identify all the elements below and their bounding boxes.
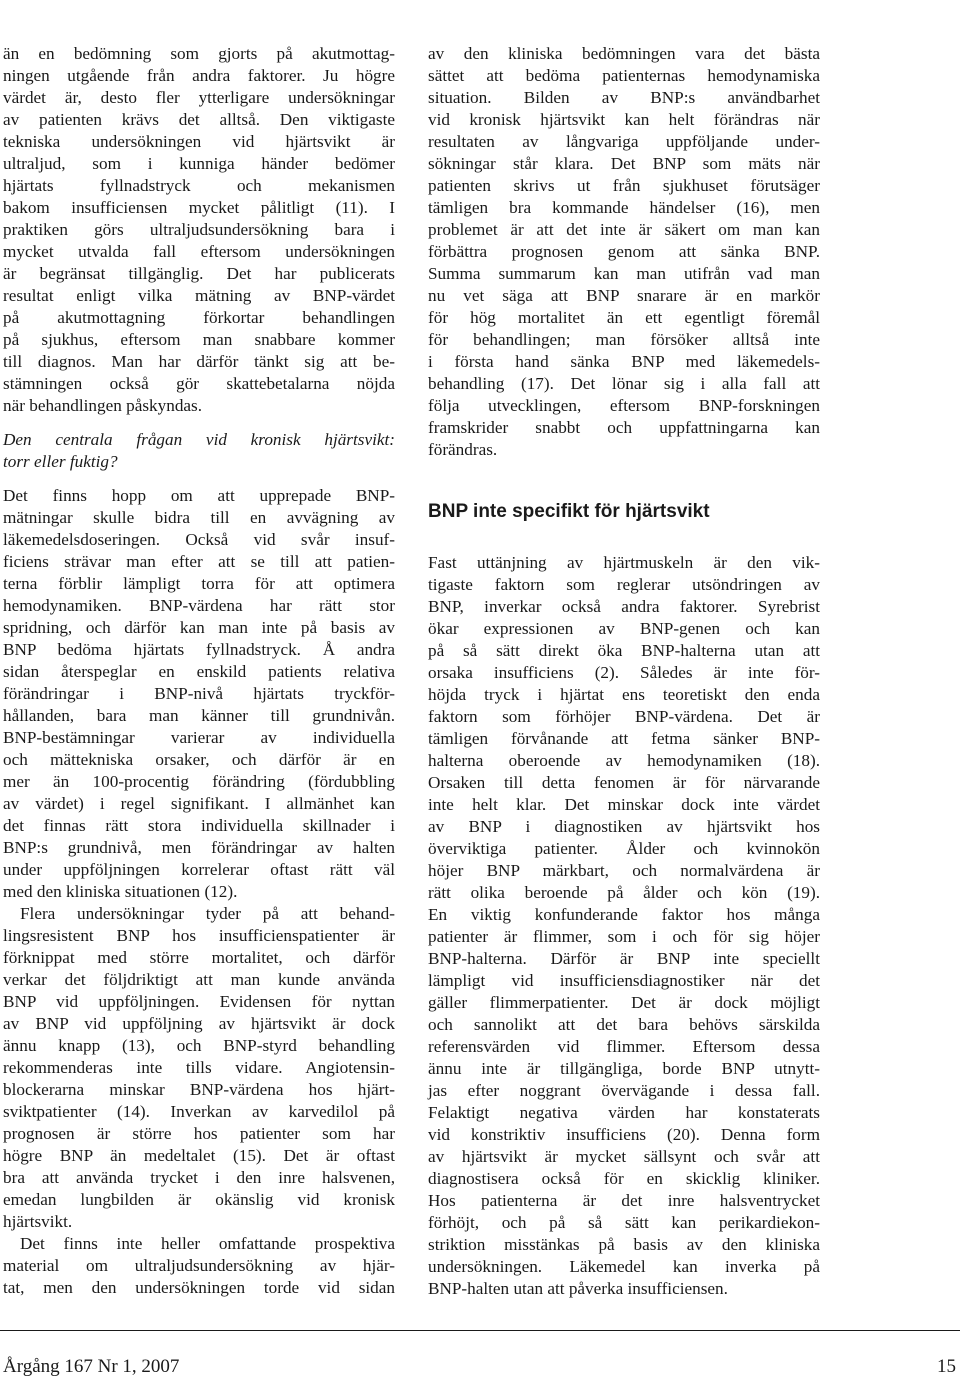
left-text-column <box>3 43 395 1299</box>
text-line: överviktiga patienter. Ålder och kvinnokön <box>428 839 820 858</box>
text-line: vid konstriktiv insufficiens (20). Denna form <box>428 1125 820 1144</box>
text-line: tämligen bra kommande händelser (16), men <box>428 198 820 217</box>
text-line: situation. Bilden av BNP:s användbarhet <box>428 88 820 107</box>
text-line: Hos patienterna är det inre halsventrycket <box>428 1191 820 1210</box>
text-line: praktiken görs ultraljudsundersökning bara i <box>3 220 395 239</box>
text-line: tigaste faktorn som reglerar utsöndringen av <box>428 575 820 594</box>
text-line: följa utvecklingen, eftersom BNP-forskningen <box>428 396 820 415</box>
footer-page-number: 15 <box>937 1356 956 1377</box>
text-line: bakom insufficiensen mycket pålitligt (11). I <box>3 198 395 217</box>
text-line: mätningar skulle bidra till en avvägning av <box>3 508 395 527</box>
right-text-column <box>428 43 820 1300</box>
text-line: tämligen förvånande att fetma sänker BNP- <box>428 729 820 748</box>
text-line: lingsresistent BNP hos insufficienspatienter är <box>3 926 395 945</box>
footer-issue-label: Årgång 167 Nr 1, 2007 <box>3 1356 180 1377</box>
text-line: BNP, inverkar också andra faktorer. Syrebrist <box>428 597 820 616</box>
text-line: höjda tryck i hjärtat ens teoretiskt den enda <box>428 685 820 704</box>
text-line: värdet är, desto fler ytterligare undersökningar <box>3 88 395 107</box>
text-line: nu vet säga att BNP snarare är en markör <box>428 286 820 305</box>
text-line: hjärtats fyllnadstryck och mekanismen <box>3 176 395 195</box>
text-line: rätt olika beroende på ålder och kön (19). <box>428 883 820 902</box>
text-line: ficiens strävar man efter att se till att patien- <box>3 552 395 571</box>
text-line: material om ultraljudsundersökning av hjär- <box>3 1256 395 1275</box>
text-line: av den kliniska bedömningen vara det bästa <box>428 44 820 63</box>
text-line: stämningen också gör skattebetalarna nöjda <box>3 374 395 393</box>
text-line: resultaten av långvariga uppföljande under- <box>428 132 820 151</box>
text-line: högre BNP än medeltalet (15). Det är oftast <box>3 1146 395 1165</box>
text-line: av BNP i diagnostiken av hjärtsvikt hos <box>428 817 820 836</box>
text-line: sökningar står klara. Det BNP som mäts när <box>428 154 820 173</box>
text-line: BNP-halten utan att påverka insufficiensen. <box>428 1279 728 1298</box>
text-line: för hög mortalitet än ett egentligt föremål <box>428 308 820 327</box>
text-line: Flera undersökningar tyder på att behand- <box>20 904 395 923</box>
text-line: bra att använda trycket i den inre halsvenen, <box>3 1168 395 1187</box>
text-line: inte helt klar. Det minskar dock inte värdet <box>428 795 820 814</box>
text-line: och mättekniska orsaker, och därför är en <box>3 750 395 769</box>
text-line: av värdet) i regel signifikant. I allmänhet kan <box>3 794 395 813</box>
text-line: behandling (17). Det lönar sig i alla fall att <box>428 374 820 393</box>
text-line: förbättra prognosen genom att sänka BNP. <box>428 242 820 261</box>
text-line: rekommenderas inte tills vidare. Angiotensin- <box>3 1058 395 1077</box>
text-line: hemodynamiken. BNP-värdena har rätt stor <box>3 596 395 615</box>
text-line: på så sätt direkt öka BNP-halterna utan att <box>428 641 820 660</box>
text-line: när behandlingen påskyndas. <box>3 396 203 415</box>
text-line: prognosen är större hos patienter som har <box>3 1124 395 1143</box>
section-heading: BNP inte specifikt för hjärtsvikt <box>428 501 710 522</box>
text-line: förhöjt, och på så sätt kan perikardiekon- <box>428 1213 820 1232</box>
text-line: tat, men den undersökningen torde vid sidan <box>3 1278 395 1297</box>
text-line: striktion misstänkas på basis av den kliniska <box>428 1235 820 1254</box>
text-line: förändringar i BNP-nivå hjärtats tryckför- <box>3 684 395 703</box>
right-text-block-top <box>428 43 820 461</box>
text-line: vid kronisk hjärtsvikt kan helt förändras när <box>428 110 820 129</box>
text-line: problemet är att det inte är säkert om man kan <box>428 220 820 239</box>
text-line: förknippat med större mortalitet, och därför <box>3 948 395 967</box>
text-line: framskrider snabbt och uppfattningarna kan <box>428 418 820 437</box>
text-line: undersökningen. Läkemedel kan inverka på <box>428 1257 820 1276</box>
text-line: hjärtsvikt. <box>3 1212 73 1231</box>
text-line: höjer BNP märkbart, och normalvärdena är <box>428 861 820 880</box>
text-line: gäller flimmerpatienter. Det är dock möjligt <box>428 993 820 1012</box>
text-line: resultat enligt vilka mätning av BNP-värdet <box>3 286 395 305</box>
text-line: patienter är flimmer, som i och för sig höjer <box>428 927 820 946</box>
text-line: orsaka insufficiens (2). Således är inte för- <box>428 663 820 682</box>
text-line: verkar det följdriktigt att man kunde använda <box>3 970 395 989</box>
text-line: terna förblir lämpligt torra för att optimera <box>3 574 395 593</box>
text-line: Det finns hopp om att upprepade BNP- <box>3 486 395 505</box>
text-line: för behandlingen; man försöker alltså inte <box>428 330 820 349</box>
text-line: sviktpatienter (14). Inverkan av karvedilol på <box>3 1102 395 1121</box>
text-line: blockerarna minskar BNP-värdena hos hjärt- <box>3 1080 395 1099</box>
subheading-line: torr eller fuktig? <box>3 452 118 471</box>
text-line: patienten skrivs ut från sjukhuset förutsäger <box>428 176 820 195</box>
text-line: diagnostisera också för en skicklig kliniker. <box>428 1169 820 1188</box>
text-line: BNP-bestämningar varierar av individuella <box>3 728 395 747</box>
text-line: sidan återspeglar en enskild patients relativa <box>3 662 395 681</box>
text-line: BNP-halterna. Därför är BNP inte speciellt <box>428 949 820 968</box>
text-line: förändras. <box>428 440 498 459</box>
text-line: mycket utvalda fall eftersom undersökningen <box>3 242 395 261</box>
text-line: halterna oberoende av hemodynamiken (18). <box>428 751 820 770</box>
text-line: En viktig konfunderande faktor hos många <box>428 905 820 924</box>
text-line: referensvärden vid flimmer. Eftersom dessa <box>428 1037 820 1056</box>
text-line: hållanden, bara man känner till grundnivån. <box>3 706 395 725</box>
text-line: faktorn som förhöjer BNP-värdena. Det är <box>428 707 820 726</box>
subheading-line: Den centrala frågan vid kronisk hjärtsvikt: <box>3 430 395 449</box>
text-line: av BNP vid uppföljning av hjärtsvikt är dock <box>3 1014 395 1033</box>
text-line: BNP vid uppföljningen. Evidensen för nyttan <box>3 992 395 1011</box>
text-line: Det finns inte heller omfattande prospektiva <box>20 1234 395 1253</box>
text-line: till diagnos. Man har därför tänkt sig att be- <box>3 352 395 371</box>
footer-divider <box>0 1330 960 1331</box>
text-line: än en bedömning som gjorts på akutmottag- <box>3 44 395 63</box>
text-line: BNP:s grundnivå, men förändringar av halten <box>3 838 395 857</box>
text-line: av patienten krävs det alltså. Den viktigaste <box>3 110 395 129</box>
right-text-block-bottom <box>428 552 820 1300</box>
text-line: det finnas rätt stora individuella skillnader i <box>3 816 395 835</box>
text-line: läkemedelsdoseringen. Också vid svår insuf- <box>3 530 395 549</box>
text-line: Fast uttänjning av hjärtmuskeln är den vik- <box>428 553 820 572</box>
text-line: Summa summarum kan man utifrån vad man <box>428 264 820 283</box>
text-line: tekniska undersökningen vid hjärtsvikt är <box>3 132 395 151</box>
text-line: jas efter noggrant övervägande i dessa fall. <box>428 1081 820 1100</box>
text-line: på sjukhus, eftersom man snabbare kommer <box>3 330 395 349</box>
text-line: med den kliniska situationen (12). <box>3 882 238 901</box>
text-line: ökar expressionen av BNP-genen och kan <box>428 619 820 638</box>
text-line: BNP bedöma hjärtats fyllnadstryck. Å andra <box>3 640 395 659</box>
text-line: ännu knapp (13), och BNP-styrd behandling <box>3 1036 395 1055</box>
text-line: lämpligt vid insufficiensdiagnostiker när det <box>428 971 820 990</box>
text-line: Felaktigt negativa värden har konstaterats <box>428 1103 820 1122</box>
text-line: mer än 100-procentig förändring (fördubbling <box>3 772 395 791</box>
text-line: ännu inte är tillgängliga, borde BNP utnytt- <box>428 1059 820 1078</box>
text-line: emedan lungbilden är okänslig vid kronisk <box>3 1190 395 1209</box>
text-line: sättet att bedöma patienternas hemodynamiska <box>428 66 820 85</box>
text-line: spridning, och därför kan man inte på basis av <box>3 618 395 637</box>
text-line: Orsaken till detta fenomen är för närvarande <box>428 773 820 792</box>
text-line: i första hand sänka BNP med läkemedels- <box>428 352 820 371</box>
text-line: av hjärtsvikt är mycket sällsynt och svår att <box>428 1147 820 1166</box>
text-line: under uppföljningen korrelerar oftast rätt väl <box>3 860 395 879</box>
text-line: på akutmottagning förkortar behandlingen <box>3 308 395 327</box>
text-line: ningen utgående från andra faktorer. Ju högre <box>3 66 395 85</box>
text-line: ultraljud, som i kunniga händer bedömer <box>3 154 395 173</box>
text-line: är begränsat tillgänglig. Det har publicerats <box>3 264 395 283</box>
text-line: och sannolikt att det bara behövs särskilda <box>428 1015 820 1034</box>
